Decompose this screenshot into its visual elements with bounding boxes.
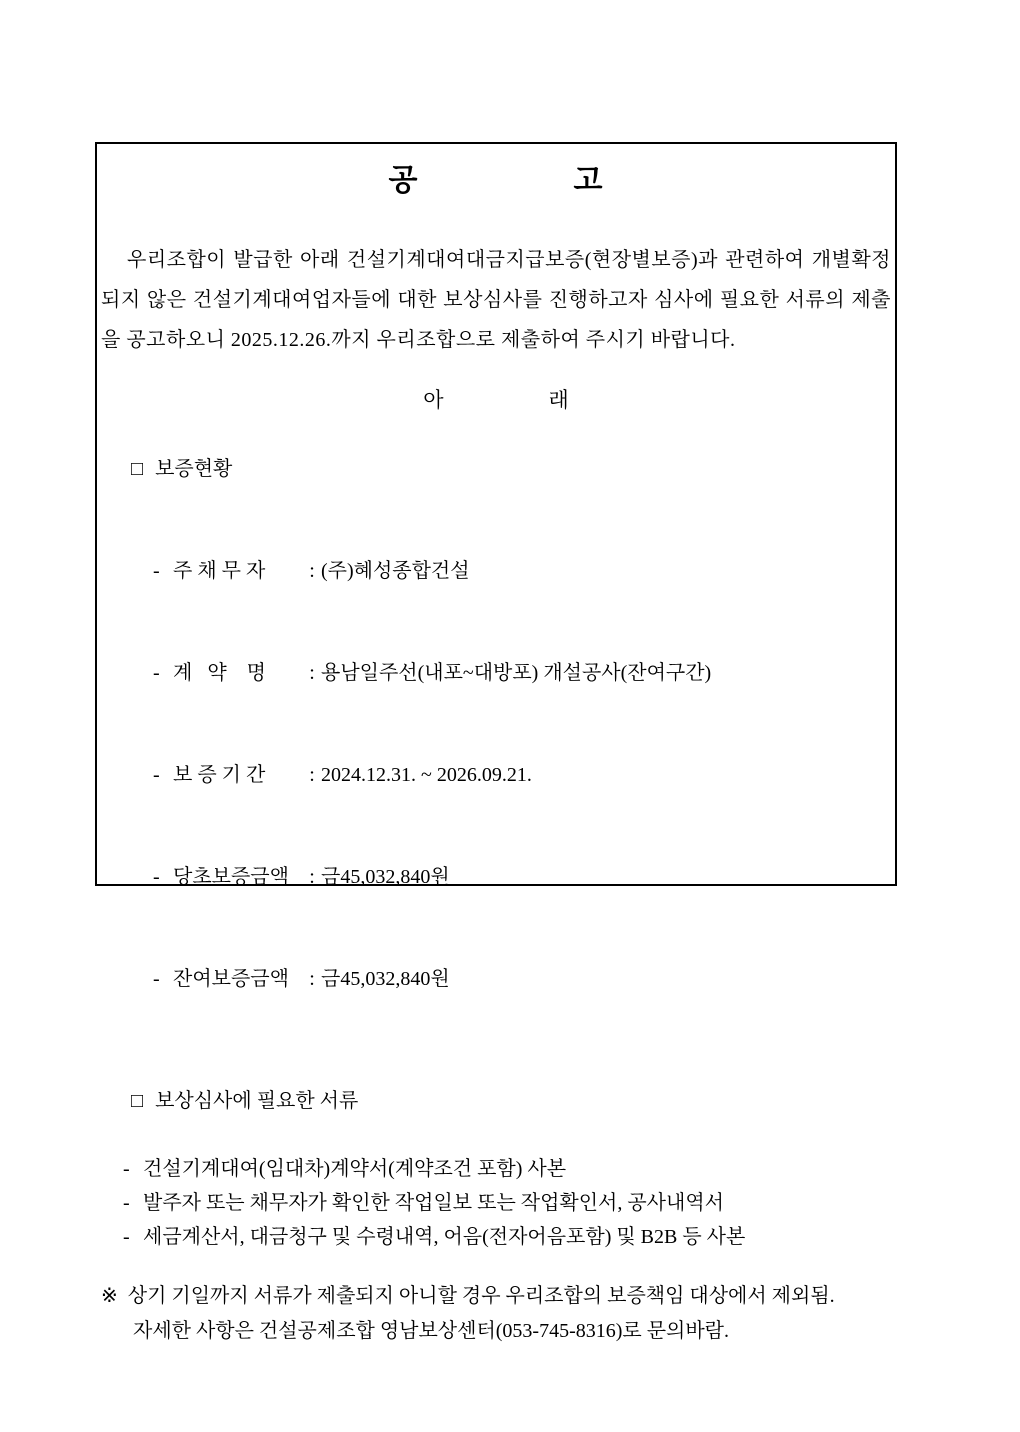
- required-documents-section: [101, 1050, 891, 1254]
- field-label: 당초보증금액: [173, 866, 289, 888]
- square-bullet-icon: □: [131, 458, 144, 480]
- dash-bullet: -: [123, 1158, 130, 1180]
- dash-bullet: -: [153, 662, 160, 684]
- field-label: 보 증 기 간: [173, 764, 266, 786]
- colon-separator: :: [309, 764, 315, 786]
- document-list-item: [101, 1152, 891, 1186]
- field-label: 계 약 명: [173, 662, 266, 684]
- footnote-line-contact: 자세한 사항은 건설공제조합 영남보상센터(053-745-8316)로 문의바람.: [133, 1320, 730, 1342]
- field-row-initial-amount: [101, 826, 891, 928]
- colon-separator: :: [309, 968, 315, 990]
- page-title: 공 고: [388, 164, 604, 197]
- field-value: 용남일주선(내포~대방포) 개설공사(잔여구간): [321, 662, 712, 684]
- colon-separator: :: [309, 662, 315, 684]
- square-bullet-icon: □: [131, 1090, 144, 1112]
- field-row-debtor: [101, 520, 891, 622]
- document-list-item: [101, 1186, 891, 1220]
- colon-separator: :: [309, 560, 315, 582]
- notice-document: [95, 142, 897, 1342]
- field-row-guarantee-period: [101, 724, 891, 826]
- document-list-item: [101, 1220, 891, 1254]
- guarantee-status-heading-label: 보증현황: [155, 458, 233, 480]
- required-documents-heading-label: 보상심사에 필요한 서류: [155, 1090, 359, 1112]
- colon-separator: :: [309, 866, 315, 888]
- field-label: 잔여보증금액: [173, 968, 289, 990]
- field-row-contract-name: [101, 622, 891, 724]
- field-value: (주)혜성종합건설: [321, 560, 470, 582]
- dash-bullet: -: [123, 1226, 130, 1248]
- dash-bullet: -: [153, 560, 160, 582]
- dash-bullet: -: [123, 1192, 130, 1214]
- document-item-text: 건설기계대여(임대차)계약서(계약조건 포함) 사본: [143, 1158, 567, 1180]
- dash-bullet: -: [153, 764, 160, 786]
- footnote-line-exclusion: [101, 1279, 891, 1314]
- guarantee-status-heading: [101, 418, 891, 520]
- reference-mark-icon: ※: [101, 1285, 118, 1307]
- field-value: 금45,032,840원: [321, 866, 450, 888]
- field-label: 주 채 무 자: [173, 560, 266, 582]
- field-value: 2024.12.31. ~ 2026.09.21.: [321, 764, 532, 786]
- field-row-remaining-amount: [101, 928, 891, 1030]
- document-item-text: 발주자 또는 채무자가 확인한 작업일보 또는 작업확인서, 공사내역서: [143, 1192, 724, 1214]
- dash-bullet: -: [153, 968, 160, 990]
- subtitle-below: 아 래: [423, 388, 569, 412]
- required-documents-heading: [101, 1050, 891, 1152]
- document-item-text: 세금계산서, 대금청구 및 수령내역, 어음(전자어음포함) 및 B2B 등 사본: [143, 1226, 746, 1248]
- field-value: 금45,032,840원: [321, 968, 450, 990]
- intro-paragraph: 우리조합이 발급한 아래 건설기계대여대금지급보증(현장별보증)과 관련하여 개별확정되지 않은 건설기계대여업자들에 대한 보상심사를 진행하고자 심사에 필요한 서류의 제출을 공고하오니 2025.12.26.까지 우리조합으로 제출하여 주시기 바랍니다.: [101, 249, 891, 351]
- dash-bullet: -: [153, 866, 160, 888]
- footnote: [101, 1279, 891, 1349]
- footnote-text: 상기 기일까지 서류가 제출되지 아니할 경우 우리조합의 보증책임 대상에서 제외됨.: [127, 1285, 835, 1307]
- guarantee-status-section: [101, 418, 891, 1030]
